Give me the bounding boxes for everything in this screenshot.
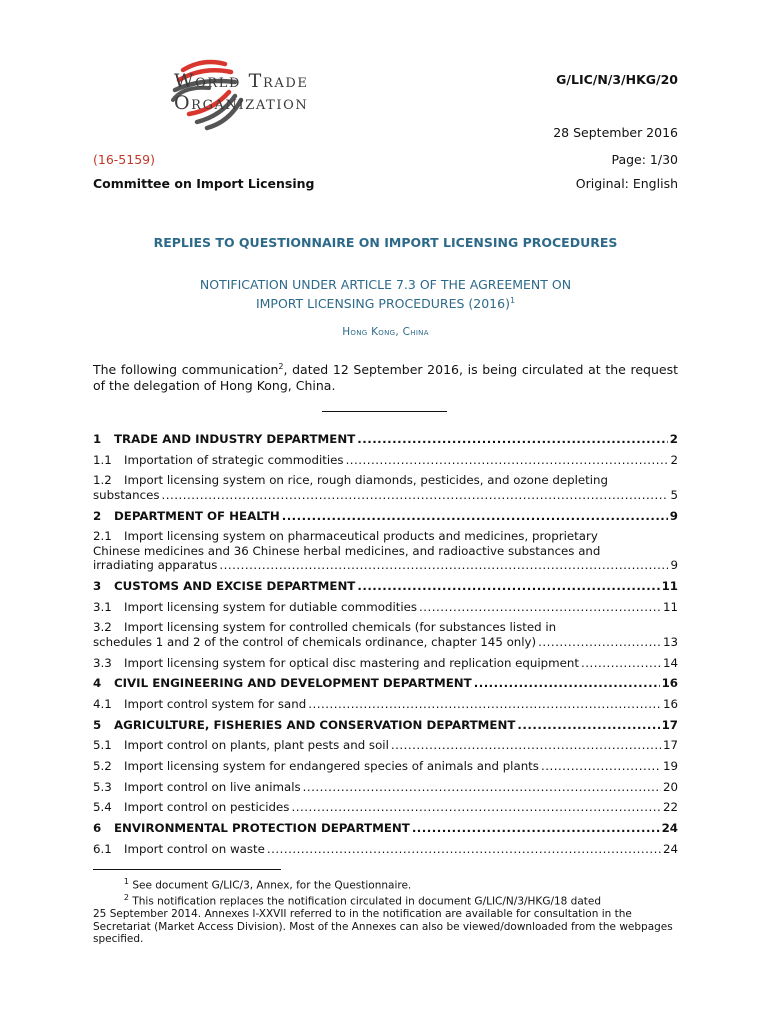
subtitle-line2: IMPORT LICENSING PROCEDURES $(2016)^1$: [255, 296, 516, 312]
intro-paragraph: The following communication$^2$, dated 12 September 2016, is being circulated at the request of the delegation of Hong Kong, China.: [93, 362, 678, 394]
toc-number: 1: [93, 432, 102, 446]
toc-entry-5-1[interactable]: [93, 738, 678, 753]
original-language: Original: English: [575, 176, 678, 191]
toc-entry-1-1[interactable]: [93, 453, 678, 468]
toc-number: 3: [93, 578, 102, 593]
page-subtitle: [93, 277, 678, 312]
toc-page: 2: [669, 432, 678, 446]
page-title: REPLIES TO QUESTIONNAIRE ON IMPORT LICENSING PROCEDURES: [153, 235, 618, 250]
toc-title-line: [93, 529, 678, 544]
toc-title-line: [93, 635, 678, 650]
toc-title: DEPARTMENT OF HEALTH: [114, 508, 280, 523]
toc-title: Import licensing system for dutiable commodities: [124, 599, 418, 614]
toc-title: Importation of strategic commodities: [124, 452, 344, 467]
toc-number: 6.1: [93, 841, 112, 856]
toc-page: 16: [662, 696, 678, 711]
org-name-line2: Organization: [174, 92, 309, 114]
toc-number: 1.2: [93, 473, 112, 488]
toc-number: 5.1: [93, 738, 112, 753]
toc-entry-6-1[interactable]: [93, 842, 678, 857]
toc-entry-5-3[interactable]: [93, 780, 678, 795]
footnote-continuation: 25 September 2014. Annexes I-XXVII referred to in the notification are available for consultation in the Secretariat (Market Access Division). Most of the Annexes can also be viewed/downloaded from the webpages specified.: [93, 908, 673, 945]
toc-entry-6[interactable]: [93, 821, 678, 836]
toc-entry-2[interactable]: [93, 509, 678, 524]
toc-leader: [419, 600, 661, 615]
toc-page: 13: [662, 634, 678, 649]
toc-leader: [538, 635, 661, 650]
toc-leader: [412, 821, 660, 836]
toc-page: 17: [662, 738, 678, 753]
toc-number: 6: [93, 821, 102, 835]
toc-leader: [282, 509, 668, 524]
toc-number: 2: [93, 508, 102, 523]
toc-number: 4: [93, 676, 102, 691]
toc-leader: [474, 676, 660, 691]
toc-leader: [161, 488, 668, 503]
footnote-marker: [93, 892, 129, 908]
toc-title: schedules 1 and 2 of the control of chemicals ordinance, chapter 145 only): [93, 634, 537, 649]
document-symbol: G/LIC/N/3/HKG/20: [556, 72, 678, 87]
toc-leader: [346, 453, 669, 468]
toc-title: substances: [93, 487, 160, 502]
toc-number: 4.1: [93, 696, 112, 711]
toc-title: Import control on pesticides: [124, 800, 290, 815]
reference-number: (16-5159): [93, 152, 155, 167]
toc-number: 2.1: [93, 529, 112, 544]
toc-title: Import licensing system for endangered species of animals and plants: [124, 758, 539, 773]
toc-leader: [291, 800, 661, 815]
footnote-1: [93, 876, 678, 892]
toc-title: irradiating apparatus: [93, 558, 218, 573]
toc-entry-4[interactable]: [93, 676, 678, 691]
toc-title: ENVIRONMENTAL PROTECTION DEPARTMENT: [114, 821, 410, 835]
footnote-marker: [93, 876, 129, 892]
toc-number: 5.2: [93, 758, 112, 773]
toc-leader: [267, 842, 661, 857]
toc-page: 17: [661, 717, 678, 732]
toc-title: TRADE AND INDUSTRY DEPARTMENT: [114, 432, 356, 446]
footnote-ref[interactable]: 2: [278, 362, 284, 371]
toc-number: 3.2: [93, 620, 112, 635]
toc-number: 5.4: [93, 800, 112, 815]
toc-entry-3-2[interactable]: [93, 620, 678, 649]
toc-title: CIVIL ENGINEERING AND DEVELOPMENT DEPARTMENT: [114, 676, 472, 691]
toc-page: 2: [670, 452, 678, 467]
toc-page: 19: [662, 758, 678, 773]
toc-leader: [357, 432, 668, 447]
toc-entry-1[interactable]: [93, 432, 678, 447]
toc-page: 22: [662, 800, 678, 815]
toc-title: AGRICULTURE, FISHERIES AND CONSERVATION DEPARTMENT: [114, 717, 516, 732]
toc-number: 5: [93, 717, 102, 732]
toc-page: 9: [669, 508, 678, 523]
toc-title-line: Chinese medicines and 36 Chinese herbal medicines, and radioactive substances and: [93, 543, 601, 558]
committee-name: Committee on Import Licensing: [93, 176, 315, 191]
toc-leader: [219, 558, 668, 573]
toc-leader: [581, 656, 661, 671]
toc-title: Import licensing system on rice, rough diamonds, pesticides, and ozone depleting: [124, 473, 608, 488]
toc-entry-1-2[interactable]: [93, 473, 678, 502]
footnote-text: See document G/LIC/3, Annex, for the Questionnaire.: [129, 879, 412, 892]
toc-leader: [541, 759, 661, 774]
toc-title-line: [93, 488, 678, 503]
toc-page: 24: [661, 821, 678, 835]
toc-page: 11: [661, 578, 678, 593]
footnote-2: [93, 892, 678, 908]
toc-number: 5.3: [93, 779, 112, 794]
toc-page: 9: [670, 558, 678, 573]
org-name: [174, 70, 308, 114]
toc-page: 20: [662, 779, 678, 794]
footnote-separator: [93, 869, 281, 870]
footnote-ref[interactable]: 1: [509, 296, 516, 305]
toc-title: Import control on plants, plant pests and soil: [124, 738, 389, 753]
toc-title: CUSTOMS AND EXCISE DEPARTMENT: [114, 578, 356, 593]
footnote-text: This notification replaces the notification circulated in document G/LIC/N/3/HKG/18 dated: [129, 895, 602, 908]
toc-leader: [391, 738, 661, 753]
separator-rule: [322, 411, 447, 412]
toc-entry-5[interactable]: [93, 718, 678, 733]
toc-leader: [308, 697, 661, 712]
footnote-number: 2: [123, 893, 129, 902]
toc-title-line: [93, 558, 678, 573]
footnote-number: 1: [123, 877, 129, 886]
member-name: Hong Kong, China: [342, 326, 429, 338]
toc-page: 14: [662, 655, 678, 670]
toc-title: Import licensing system on pharmaceutical products and medicines, proprietary: [124, 529, 598, 544]
toc-number: 3.3: [93, 655, 112, 670]
org-name-line1: World Trade: [174, 70, 309, 92]
table-of-contents: [93, 432, 678, 862]
page-indicator: Page: 1/30: [611, 152, 678, 167]
toc-entry-3-1[interactable]: [93, 600, 678, 615]
toc-page: 16: [661, 676, 678, 691]
toc-leader: [357, 579, 659, 594]
toc-page: 5: [670, 487, 678, 502]
toc-entry-5-4[interactable]: [93, 800, 678, 815]
toc-leader: [303, 780, 661, 795]
toc-entry-3[interactable]: [93, 579, 678, 594]
toc-title-line: [93, 473, 678, 488]
toc-title: Import licensing system for controlled chemicals (for substances listed in: [124, 620, 557, 635]
toc-entry-3-3[interactable]: [93, 656, 678, 671]
toc-number: 3.1: [93, 599, 112, 614]
toc-entry-5-2[interactable]: [93, 759, 678, 774]
document-date: 28 September 2016: [553, 125, 678, 140]
toc-entry-4-1[interactable]: [93, 697, 678, 712]
toc-page: 11: [662, 599, 678, 614]
toc-title: Import licensing system for optical disc mastering and replication equipment: [124, 655, 580, 670]
toc-page: 24: [662, 841, 678, 856]
toc-title-line: [93, 620, 678, 635]
toc-number: 1.1: [93, 452, 112, 467]
toc-title: Import control system for sand: [124, 696, 307, 711]
footnotes: [93, 876, 678, 946]
toc-leader: [517, 718, 659, 733]
toc-title: Import control on waste: [124, 841, 265, 856]
toc-entry-2-1[interactable]: [93, 529, 678, 573]
subtitle-line1: NOTIFICATION UNDER ARTICLE 7.3 OF THE AGREEMENT ON: [199, 277, 572, 292]
toc-title: Import control on live animals: [124, 779, 301, 794]
